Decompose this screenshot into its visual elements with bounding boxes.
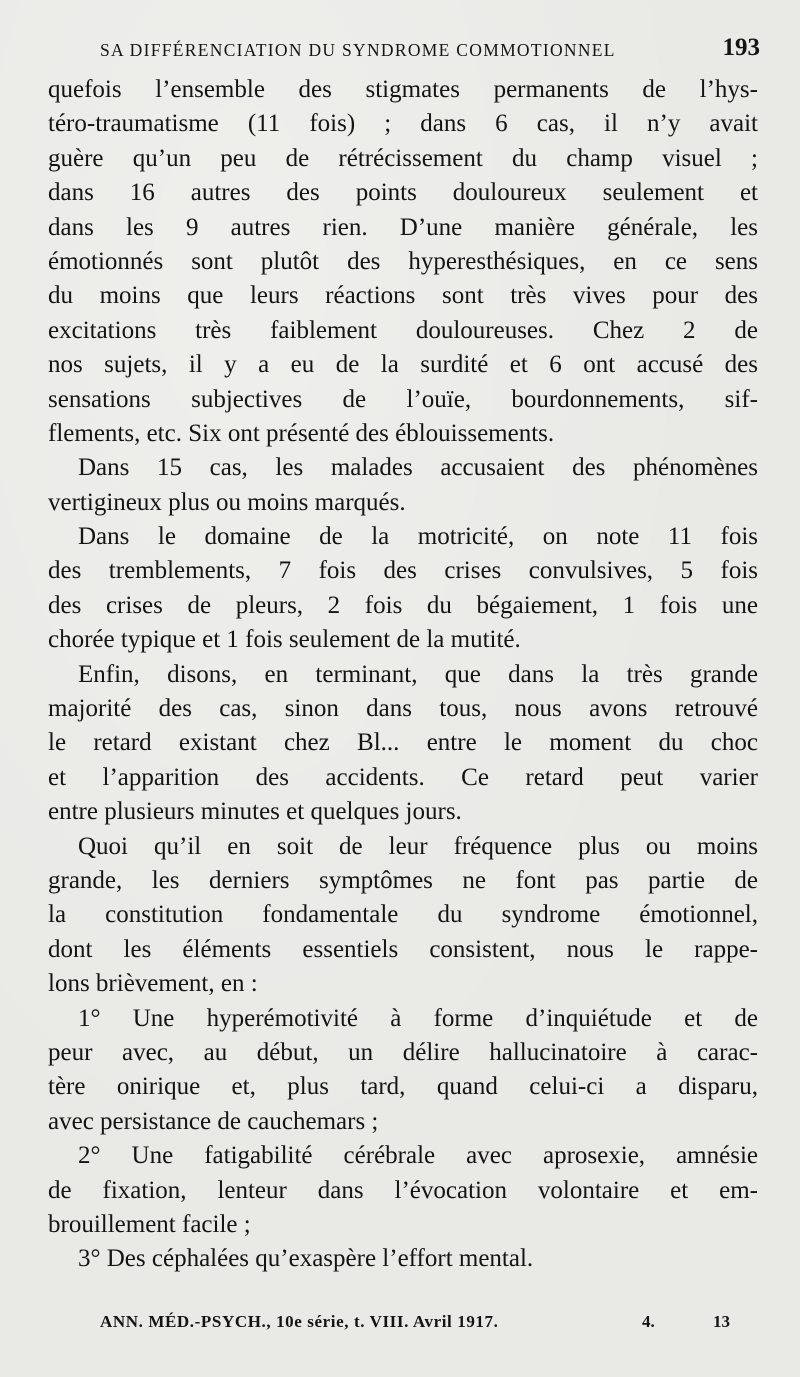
text-line: Dans 15 cas, les malades accusaient des phénomènes xyxy=(78,454,758,482)
text-line: 3° Des céphalées qu’exaspère l’effort mental. xyxy=(78,1245,534,1273)
sheet-number: 13 xyxy=(713,1312,730,1331)
page-number: 193 xyxy=(722,34,760,61)
text-line: grande, les derniers symptômes ne font pas partie de xyxy=(48,866,758,894)
text-line: Enfin, disons, en terminant, que dans la très grande xyxy=(78,660,758,688)
text-line: du moins que leurs réactions sont très vives pour des xyxy=(48,282,758,310)
text-line: lons brièvement, en : xyxy=(48,970,258,998)
text-line: chorée typique et 1 fois seulement de la mutité. xyxy=(48,626,521,654)
text-line: dans 16 autres des points douloureux seulement et xyxy=(48,179,758,207)
text-line: nos sujets, il y a eu de la surdité et 6 ont accusé des xyxy=(48,351,758,379)
text-line: vertigineux plus ou moins marqués. xyxy=(48,488,406,516)
text-line: des tremblements, 7 fois des crises convulsives, 5 fois xyxy=(48,557,758,585)
text-line: la constitution fondamentale du syndrome émotionnel, xyxy=(48,901,758,929)
text-line: émotionnés sont plutôt des hyperesthésiques, en ce sens xyxy=(48,247,758,275)
text-line: peur avec, au début, un délire hallucinatoire à carac- xyxy=(48,1038,758,1066)
text-line: entre plusieurs minutes et quelques jours. xyxy=(48,798,462,826)
text-line: quefois l’ensemble des stigmates permanents de l’hys- xyxy=(48,76,758,103)
text-line: dont les éléments essentiels consistent, nous le rappe- xyxy=(48,935,758,963)
journal-citation: ANN. MÉD.-PSYCH., 10e série, t. VIII. Avril 1917. xyxy=(100,1312,499,1331)
text-line: dans les 9 autres rien. D’une manière générale, les xyxy=(48,213,758,241)
text-line: 1° Une hyperémotivité à forme d’inquiétude et de xyxy=(78,1004,758,1032)
text-line: le retard existant chez Bl... entre le moment du choc xyxy=(48,729,758,757)
text-line: des crises de pleurs, 2 fois du bégaiement, 1 fois une xyxy=(48,591,758,619)
body-text xyxy=(48,73,758,1277)
page-header xyxy=(100,34,760,70)
text-line: et l’apparition des accidents. Ce retard peut varier xyxy=(48,763,758,791)
text-line: avec persistance de cauchemars ; xyxy=(48,1107,379,1135)
text-line: flements, etc. Six ont présenté des éblouissements. xyxy=(48,419,555,447)
text-line: guère qu’un peu de rétrécissement du champ visuel ; xyxy=(48,144,758,172)
text-line: Quoi qu’il en soit de leur fréquence plus ou moins xyxy=(78,832,758,860)
text-line: majorité des cas, sinon dans tous, nous avons retrouvé xyxy=(48,695,758,723)
text-line: brouillement facile ; xyxy=(48,1210,251,1238)
running-title: SA DIFFÉRENCIATION DU SYNDROME COMMOTIONNEL xyxy=(100,40,616,60)
text-line: 2° Une fatigabilité cérébrale avec aprosexie, amnésie xyxy=(78,1142,758,1170)
text-line: téro-traumatisme (11 fois) ; dans 6 cas, il n’y avait xyxy=(48,110,758,138)
text-line: Dans le domaine de la motricité, on note 11 fois xyxy=(78,523,758,551)
text-line: de fixation, lenteur dans l’évocation volontaire et em- xyxy=(48,1176,758,1204)
signature-mark: 4. xyxy=(642,1312,655,1331)
page-footer xyxy=(100,1310,730,1340)
text-line: sensations subjectives de l’ouïe, bourdonnements, sif- xyxy=(48,385,758,413)
text-line: excitations très faiblement douloureuses. Chez 2 de xyxy=(48,316,758,344)
text-line: tère onirique et, plus tard, quand celui-ci a disparu, xyxy=(48,1073,758,1101)
